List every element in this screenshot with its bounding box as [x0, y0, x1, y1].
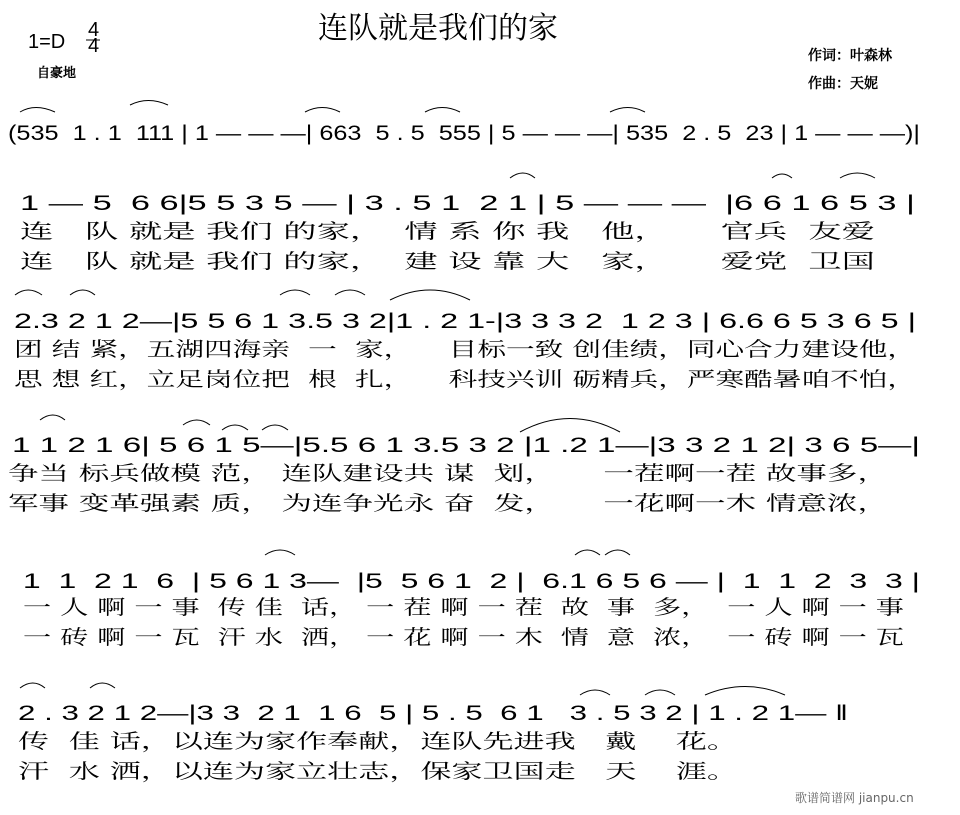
lyrics-verse1-line-2: 团 结 紧，五湖四海亲 一 家， 目标一致 创佳绩，同心合力建设他， — [14, 337, 916, 361]
notation-line-intro: (535 1 . 1 111 | 1 — — —| 663 5 . 5 555 | 5 — — —| 535 2 . 5 23 | 1 — — —)| — [8, 122, 920, 145]
lyrics-verse1-line-1: 连 队 就是 我们 的家， 情 系 你 我 他， 官兵 友爱 — [20, 219, 875, 243]
notation-line-2: 2.3 2 1 2—|5 5 6 1 3.5 3 2|1 . 2 1-|3 3 3 2 1 2 3 | 6.6 6 5 3 6 5 | — [14, 310, 916, 333]
lyrics-verse2-line-2: 思 想 红，立足岗位把 根 扎， 科技兴训 砺精兵，严寒酷暑咱不怕， — [14, 367, 916, 391]
lyrics-verse2-line-5: 汗 水 洒，以连为家立壮志，保家卫国走 天 涯。 — [18, 759, 738, 783]
tempo-marking: 自豪地 — [37, 66, 77, 81]
lyrics-verse1-line-4: 一 人 啊 一 事 传 佳 话， 一 茬 啊 一 茬 故 事 多， 一 人 啊 一 事 — [14, 595, 904, 619]
notation-line-5: 2 . 3 2 1 2—|3 3 2 1 1 6 5 | 5 . 5 6 1 3 . 5 3 2 | 1 . 2 1— ‖ — [18, 702, 848, 725]
notation-line-4: 1 1 2 1 6 | 5 6 1 3— |5 5 6 1 2 | 6.1 6 5 6 — | 1 1 2 3 3 | — [14, 570, 920, 593]
lyrics-verse2-line-3: 军事 变革强素 质， 为连争光永 奋 发， 一花啊一木 情意浓， — [8, 491, 888, 515]
notation-line-1: 1 — 5 6 6|5 5 3 5 — | 3 . 5 1 2 1 | 5 — — — |6 6 1 6 5 3 | — [20, 192, 915, 215]
notation-line-3: 1 1 2 1 6| 5 6 1 5—|5.5 6 1 3.5 3 2 |1 .2 1—|3 3 2 1 2| 3 6 5—| — [12, 434, 920, 457]
lyrics-verse1-line-3: 争当 标兵做模 范， 连队建设共 谋 划， 一茬啊一茬 故事多， — [8, 461, 888, 485]
watermark: 歌谱简谱网 jianpu.cn — [795, 791, 914, 805]
lyricist: 作词：叶森林 — [808, 48, 892, 64]
lyrics-verse2-line-4: 一 砖 啊 一 瓦 汗 水 洒， 一 花 啊 一 木 情 意 浓， 一 砖 啊 一 瓦 — [14, 625, 904, 649]
composer: 作曲：天妮 — [808, 76, 878, 92]
time-signature-top: 4 — [88, 19, 100, 41]
time-signature-bottom: 4 — [88, 35, 100, 57]
key-signature: 1=D — [28, 31, 66, 53]
lyrics-verse1-line-5: 传 佳 话，以连为家作奉献，连队先进我 戴 花。 — [18, 729, 738, 753]
song-title: 连队就是我们的家 — [318, 11, 558, 46]
lyrics-verse2-line-1: 连 队 就是 我们 的家， 建 设 靠 大 家， 爱党 卫国 — [20, 249, 875, 273]
